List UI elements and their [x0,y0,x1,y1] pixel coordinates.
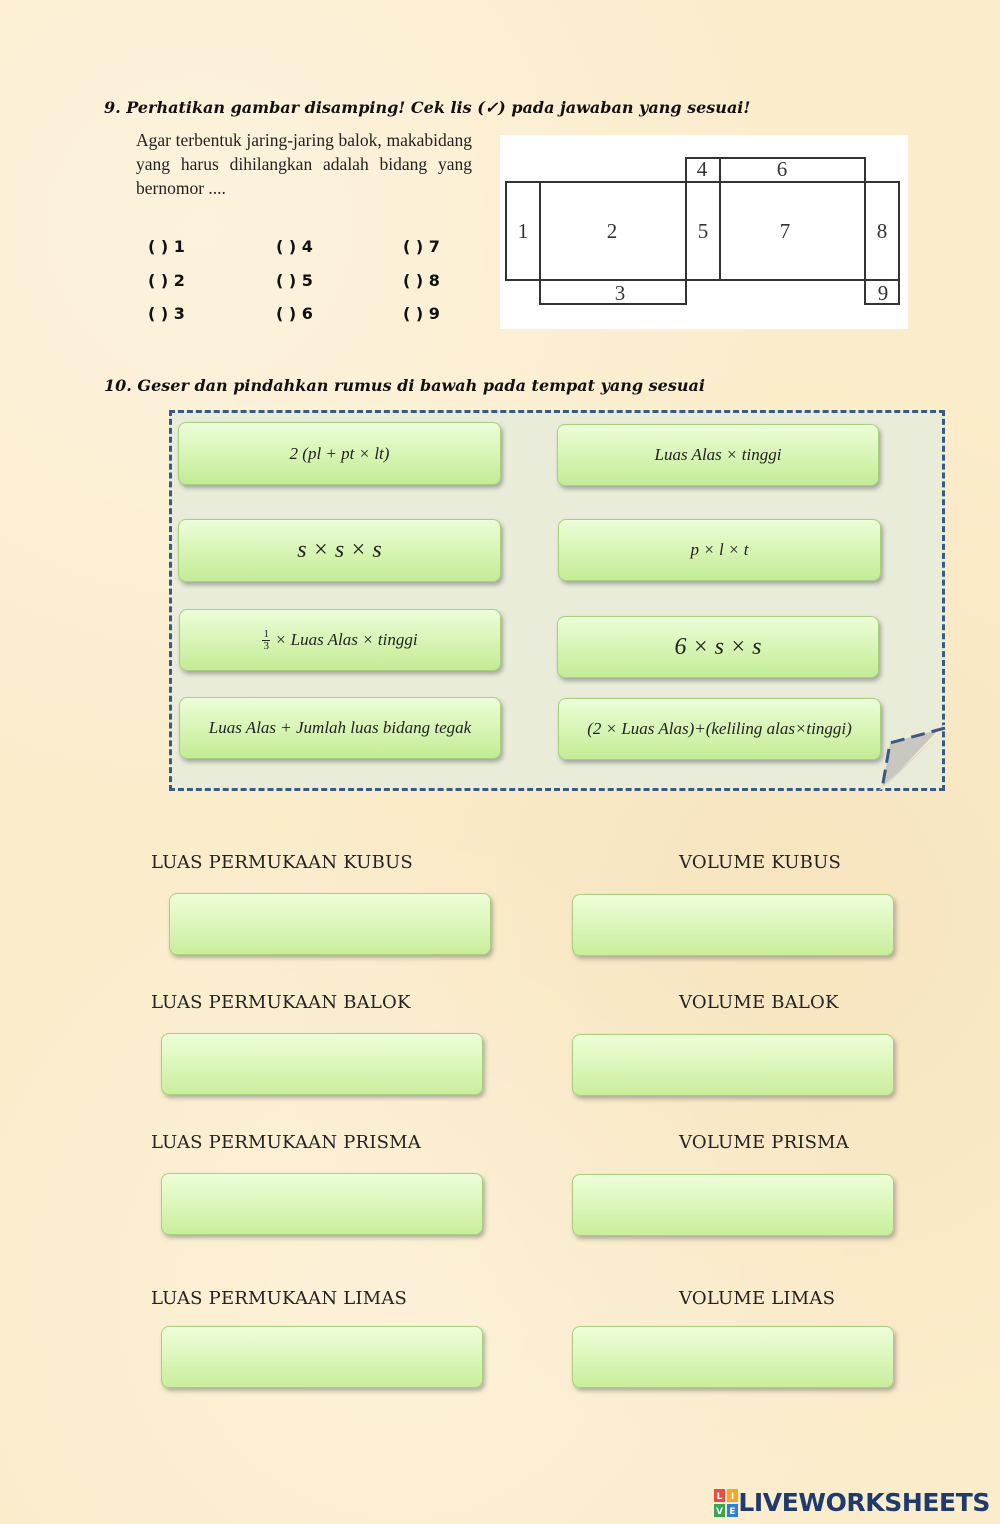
formula-card[interactable]: s × s × s [178,519,501,582]
question-9-title: 9. Perhatikan gambar disamping! Cek lis (✓) pada jawaban yang sesuai! [104,98,751,117]
net-label-2: 2 [606,219,618,243]
drop-zone-luas-permukaan-limas[interactable] [161,1326,483,1388]
formula-card[interactable]: (2 × Luas Alas)+(keliling alas×tinggi) [558,698,881,760]
net-label-9: 9 [877,281,889,305]
formula-card[interactable]: p × l × t [558,519,881,581]
label-volume-balok: VOLUME BALOK [679,992,839,1013]
net-label-5: 5 [697,219,709,243]
option-6[interactable]: ( ) 6 [276,304,313,323]
label-volume-prisma: VOLUME PRISMA [679,1132,850,1153]
cuboid-net-figure [500,135,908,329]
formula-card[interactable]: Luas Alas × tinggi [557,424,879,486]
drop-zone-volume-prisma[interactable] [572,1174,894,1236]
option-2[interactable]: ( ) 2 [148,271,185,290]
net-label-8: 8 [876,219,888,243]
liveworksheets-brand [714,1488,990,1517]
formula-text: × Luas Alas × tinggi [274,630,418,649]
net-label-7: 7 [779,219,791,243]
option-5[interactable]: ( ) 5 [276,271,313,290]
option-9[interactable]: ( ) 9 [403,304,440,323]
question-9-text: Agar terbentuk jaring-jaring balok, makabidang yang harus dihilangkan adalah bidang yang bernomor .... [136,130,472,198]
formula-card[interactable]: Luas Alas + Jumlah luas bidang tegak [179,697,501,759]
net-face-7 [720,182,865,280]
drop-zone-luas-permukaan-kubus[interactable] [169,893,491,955]
cuboid-net-diagram [500,135,908,329]
option-7[interactable]: ( ) 7 [403,237,440,256]
net-label-1: 1 [517,219,529,243]
label-luas-permukaan-balok: LUAS PERMUKAAN BALOK [151,992,411,1013]
label-luas-permukaan-limas: LUAS PERMUKAAN LIMAS [151,1288,408,1309]
label-volume-limas: VOLUME LIMAS [679,1288,836,1309]
svg-text:L: L [716,1491,723,1502]
drop-zone-volume-kubus[interactable] [572,894,894,956]
option-3[interactable]: ( ) 3 [148,304,185,323]
svg-text:V: V [716,1506,724,1517]
drop-zone-luas-permukaan-balok[interactable] [161,1033,483,1095]
option-4[interactable]: ( ) 4 [276,237,313,256]
drop-zone-luas-permukaan-prisma[interactable] [161,1173,483,1235]
option-1[interactable]: ( ) 1 [148,237,185,256]
fraction-numerator: 1 [263,627,269,640]
liveworksheets-logo-icon [714,1489,738,1517]
option-8[interactable]: ( ) 8 [403,271,440,290]
net-label-3: 3 [614,281,626,305]
net-label-6: 6 [776,157,788,181]
label-luas-permukaan-kubus: LUAS PERMUKAAN KUBUS [151,852,413,873]
question-10-title: 10. Geser dan pindahkan rumus di bawah pada tempat yang sesuai [104,376,705,395]
formula-card[interactable] [179,609,501,671]
drop-zone-volume-balok[interactable] [572,1034,894,1096]
fraction-one-third [262,629,270,652]
net-face-6 [720,158,865,182]
net-label-4: 4 [696,157,708,181]
liveworksheets-wordmark: LIVEWORKSHEETS [738,1488,990,1517]
page-curl-decoration [878,725,948,795]
drop-zone-volume-limas[interactable] [572,1326,894,1388]
label-volume-kubus: VOLUME KUBUS [679,852,841,873]
fraction-denominator: 3 [263,639,269,652]
svg-text:E: E [729,1506,736,1517]
svg-text:I: I [731,1491,735,1502]
formula-card[interactable]: 2 (pl + pt × lt) [178,422,501,485]
net-face-3 [540,280,686,304]
label-luas-permukaan-prisma: LUAS PERMUKAAN PRISMA [151,1132,421,1153]
formula-card[interactable]: 6 × s × s [557,616,879,678]
